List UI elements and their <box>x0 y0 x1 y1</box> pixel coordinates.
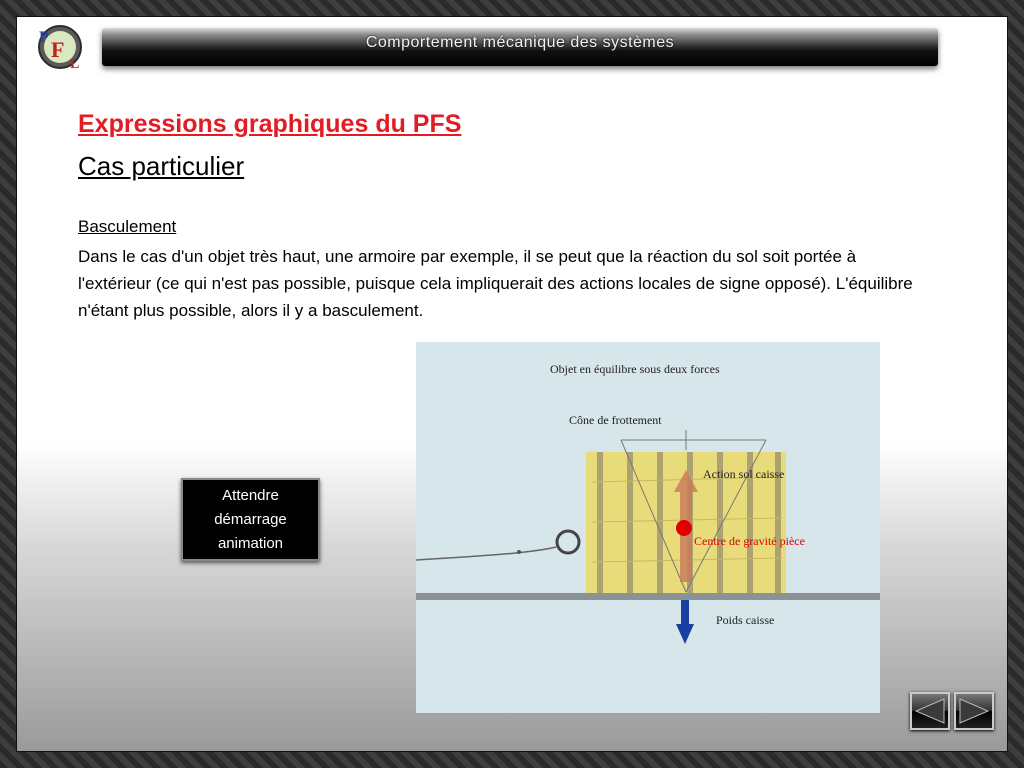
animation-figure <box>416 342 880 713</box>
body-paragraph: Dans le cas d'un objet très haut, une armoire par exemple, il se peut que la réaction du sol soit portée à l'extérieur (ce qui n'est pas possible, puisque cela impliquerait des actions locales de signe opposé). L'équilibre n'étant plus possible, alors il y a basculement. <box>78 247 913 320</box>
figure-caption: Objet en équilibre sous deux forces <box>550 362 720 376</box>
rope-ring <box>416 531 579 560</box>
action-label: Action sol caisse <box>703 467 785 481</box>
gravity-center-dot <box>676 520 692 536</box>
section-heading: Expressions graphiques du PFS <box>78 110 462 138</box>
topic-heading: Basculement <box>78 217 177 236</box>
svg-text:F: F <box>51 37 65 62</box>
page-title: Comportement mécanique des systèmes <box>365 34 675 51</box>
pfl-logo-icon <box>36 24 86 72</box>
previous-slide-button[interactable] <box>910 692 950 730</box>
title-bar <box>102 28 938 66</box>
cone-label: Cône de frottement <box>569 413 662 427</box>
ground-line <box>416 593 880 600</box>
svg-text:L: L <box>70 57 80 72</box>
start-animation-button[interactable]: Attendre démarrage animation <box>181 478 320 561</box>
weight-label: Poids caisse <box>716 613 775 627</box>
arrow-right-icon <box>958 697 990 725</box>
section-subheading: Cas particulier <box>78 151 245 181</box>
gravity-label: Centre de gravité pièce <box>694 534 805 548</box>
next-slide-button[interactable] <box>954 692 994 730</box>
arrow-left-icon <box>914 697 946 725</box>
weight-arrow <box>676 600 694 644</box>
svg-text:P: P <box>39 29 49 46</box>
